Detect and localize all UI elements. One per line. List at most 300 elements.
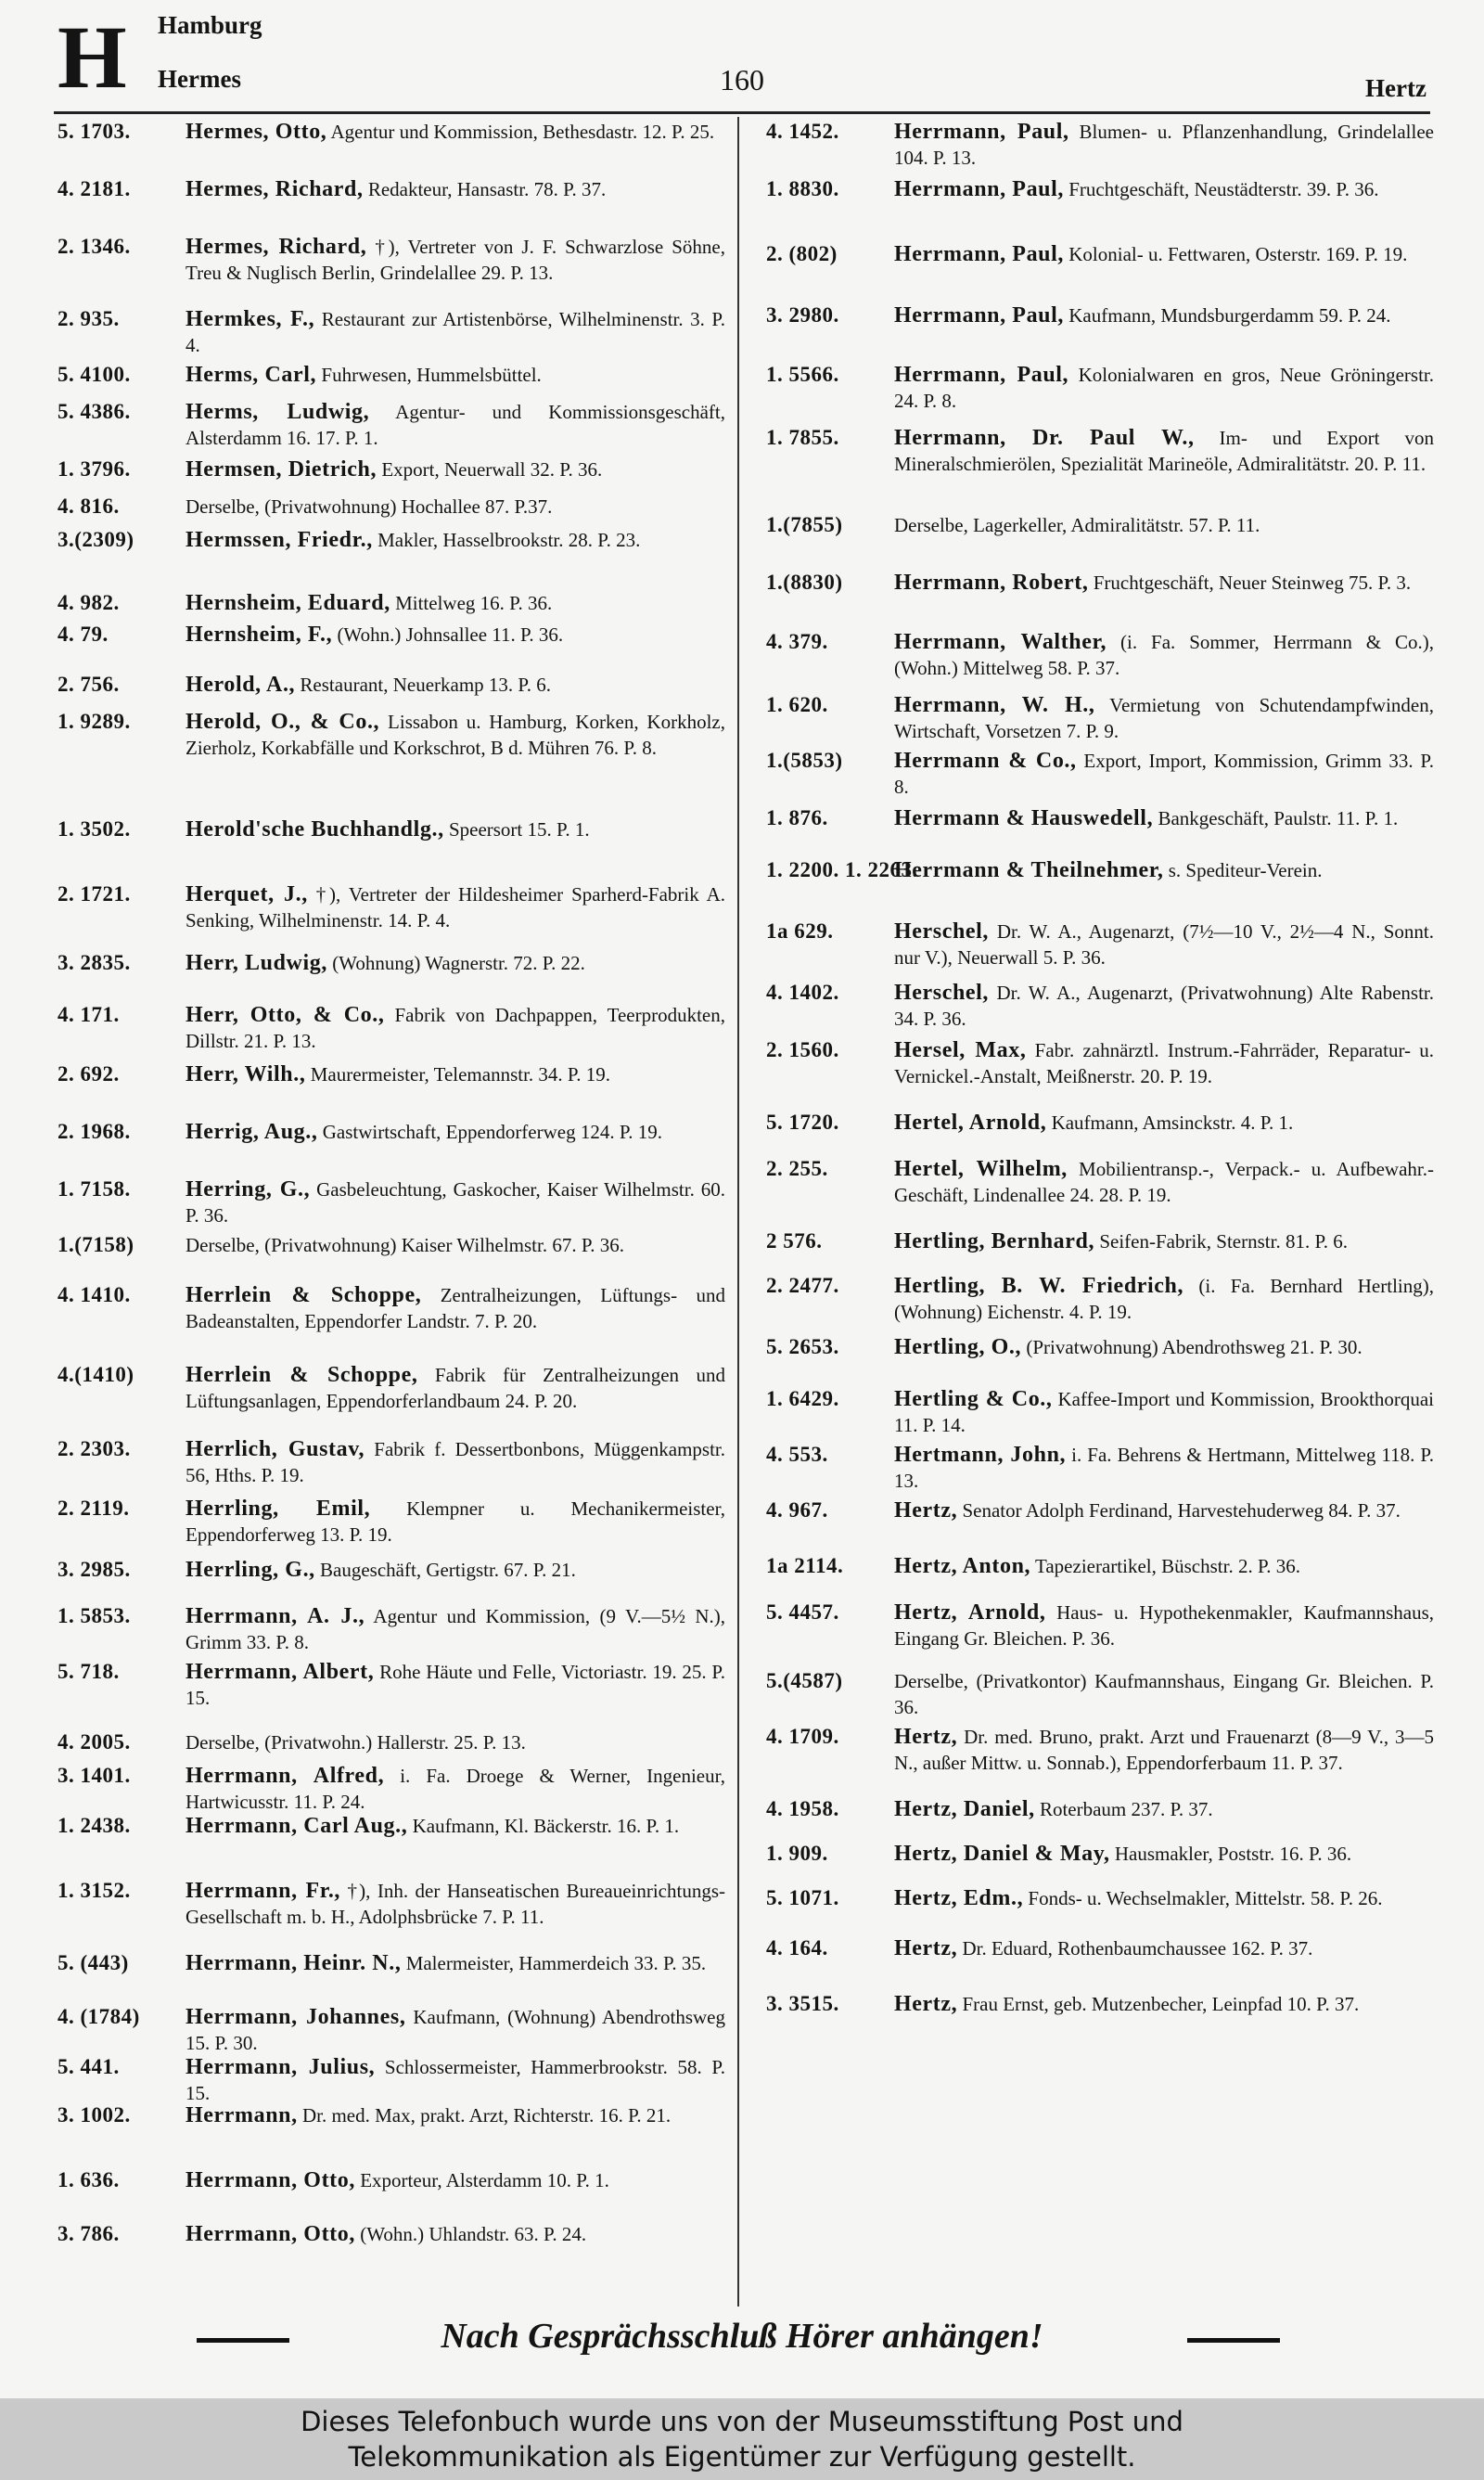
directory-entry [58, 672, 725, 698]
entry-details: Mittelweg 16. P. 36. [390, 592, 553, 614]
directory-entry [766, 1553, 1434, 1579]
directory-entry [58, 362, 725, 388]
entry-phone-number: 4. 967. [766, 1498, 828, 1522]
entry-phone-number: 1. 5566. [766, 363, 839, 386]
entry-name: Hertling, Bernhard, [894, 1229, 1095, 1253]
entry-phone-number: 3. 2985. [58, 1558, 131, 1581]
entry-name: Herrmann, Otto, [186, 2222, 355, 2246]
entry-text [894, 1037, 1434, 1089]
entry-name: Hertz, Edm., [894, 1886, 1024, 1910]
directory-entry [58, 881, 725, 933]
entry-details: Kaufmann, (Wohnung) Abendrothsweg 15. P. 30. [186, 2006, 725, 2054]
entry-details: Roterbaum 237. P. 37. [1034, 1798, 1213, 1820]
entry-details: Derselbe, (Privatwohnung) Hochallee 87. P.37. [186, 495, 553, 518]
entry-text [186, 119, 725, 145]
entry-details: Speersort 15. P. 1. [443, 818, 590, 841]
entry-text [186, 1362, 725, 1414]
entry-phone-number: 2 576. [766, 1229, 823, 1253]
entry-text [186, 1813, 725, 1839]
directory-entry [58, 119, 725, 145]
footer-notice: Nach Gesprächsschluß Hörer anhängen! [441, 2317, 1043, 2356]
entry-details: Dr. med. Bruno, prakt. Arzt und Frauenarzt (8—9 V., 3—5 N., außer Mittw. u. Sonnab.), Eppendorferbaum 11. P. 37. [894, 1726, 1434, 1774]
directory-entry [766, 119, 1434, 171]
entry-details: i. Fa. Behrens & Hertmann, Mittelweg 118. P. 13. [894, 1444, 1434, 1492]
entry-name: Herrmann, Fr., [186, 1879, 341, 1903]
entry-name: Hertz, [894, 1992, 958, 2016]
entry-text [894, 1668, 1434, 1720]
entry-details: Derselbe, (Privatkontor) Kaufmannshaus, Eingang Gr. Bleichen. P. 36. [894, 1670, 1434, 1718]
entry-text [186, 709, 725, 761]
directory-entry [58, 456, 725, 482]
entry-phone-number: 1. 5853. [58, 1604, 131, 1627]
header-last-entry: Hertz [1365, 74, 1426, 102]
directory-entry [58, 1232, 725, 1258]
directory-entry [58, 1282, 725, 1334]
entry-details: (i. Fa. Sommer, Herrmann & Co.), (Wohn.) Mittelweg 58. P. 37. [894, 631, 1434, 679]
entry-name: Herrlich, Gustav, [186, 1437, 365, 1461]
entry-name: Herr, Ludwig, [186, 951, 327, 975]
entry-phone-number: 5. 4100. [58, 363, 131, 386]
entry-name: Hermsen, Dietrich, [186, 457, 377, 482]
entry-text [186, 494, 725, 520]
entry-name: Herring, G., [186, 1177, 311, 1201]
entry-text [894, 919, 1434, 970]
entry-name: Hermssen, Friedr., [186, 528, 373, 552]
entry-details: Restaurant zur Artistenbörse, Wilhelminenstr. 3. P. 4. [186, 308, 725, 356]
directory-entry [58, 2004, 725, 2056]
entry-phone-number: 5. 1720. [766, 1111, 839, 1134]
entry-details: †), Vertreter von J. F. Schwarzlose Söhne, Treu & Nuglisch Berlin, Grindelallee 29. P. 13. [186, 236, 725, 284]
entry-name: Hermes, Richard, [186, 235, 367, 259]
entry-phone-number: 5. 718. [58, 1660, 120, 1683]
entry-phone-number: 3. 2980. [766, 303, 839, 327]
directory-entry [58, 399, 725, 451]
entry-name: Hertling, O., [894, 1335, 1022, 1359]
entry-details: Kolonial- u. Fettwaren, Osterstr. 169. P. 19. [1064, 243, 1408, 265]
entry-text [186, 2221, 725, 2247]
directory-entry [766, 1600, 1434, 1651]
entry-phone-number: 1. 876. [766, 806, 828, 829]
entry-details: Dr. W. A., Augenarzt, (7½—10 V., 2½—4 N., Sonnt. nur V.), Neuerwall 5. P. 36. [894, 920, 1434, 969]
directory-entry [58, 1176, 725, 1228]
directory-entry [58, 1659, 725, 1711]
entry-phone-number: 5. 441. [58, 2055, 120, 2078]
entry-phone-number: 1. 9289. [58, 710, 131, 733]
directory-entry [58, 2221, 725, 2247]
entry-details: Agentur- und Kommissionsgeschäft, Alsterdamm 16. 17. P. 1. [186, 401, 725, 449]
entry-name: Herms, Ludwig, [186, 400, 370, 424]
entry-text [186, 672, 725, 698]
entry-text [894, 1334, 1434, 1360]
entry-text [894, 748, 1434, 800]
entry-name: Herrmann, Paul, [894, 303, 1064, 328]
directory-entry [58, 234, 725, 286]
directory-entry [766, 302, 1434, 328]
entry-details: Fruchtgeschäft, Neuer Steinweg 75. P. 3. [1088, 572, 1412, 594]
directory-entry [58, 1436, 725, 1488]
directory-entry [58, 622, 725, 648]
directory-entry [766, 1796, 1434, 1822]
entry-phone-number: 1.(7158) [58, 1233, 134, 1256]
entry-details: †), Vertreter der Hildesheimer Sparherd-Fabrik A. Senking, Wilhelminenstr. 14. P. 4. [186, 883, 725, 932]
entry-details: Export, Neuerwall 32. P. 36. [377, 458, 603, 481]
entry-details: Gastwirtschaft, Eppendorferweg 124. P. 19. [317, 1121, 662, 1143]
entry-name: Herrmann, [186, 2103, 298, 2127]
entry-phone-number: 1a 2114. [766, 1554, 844, 1577]
entry-phone-number: 2. 1346. [58, 235, 131, 258]
entry-details: Derselbe, (Privatwohn.) Hallerstr. 25. P. 13. [186, 1731, 526, 1754]
entry-text [186, 2102, 725, 2128]
entry-text [894, 1991, 1434, 2017]
entry-details: Agentur und Kommission, Bethesdastr. 12. P. 25. [326, 121, 715, 143]
entry-text [186, 1557, 725, 1583]
entry-name: Herrmann, Paul, [894, 120, 1069, 144]
entry-phone-number: 4. 1958. [766, 1797, 839, 1820]
directory-entry [58, 2167, 725, 2193]
attribution-line-2: Telekommunikation als Eigentümer zur Verfügung gestellt. [348, 2441, 1136, 2473]
entry-text [186, 881, 725, 933]
attribution-band [0, 2398, 1484, 2480]
entry-details: i. Fa. Droege & Werner, Ingenieur, Hartwicusstr. 11. P. 24. [186, 1765, 725, 1813]
entry-phone-number: 5. 2653. [766, 1335, 839, 1358]
entry-text [894, 1841, 1434, 1867]
directory-entry [58, 2102, 725, 2128]
entry-name: Herr, Wilh., [186, 1062, 306, 1086]
entry-text [894, 302, 1434, 328]
entry-name: Herrig, Aug., [186, 1120, 318, 1144]
entry-phone-number: 1. 3502. [58, 817, 131, 841]
entry-details: Restaurant, Neuerkamp 13. P. 6. [295, 674, 552, 696]
entry-details: Fabrik von Dachpappen, Teerprodukten, Dillstr. 21. P. 13. [186, 1004, 725, 1052]
entry-phone-number: 1.(7855) [766, 513, 843, 536]
entry-text [186, 1496, 725, 1548]
entry-phone-number: 3. 3515. [766, 1992, 839, 2015]
entry-phone-number: 2. 2303. [58, 1437, 131, 1460]
entry-phone-number: 3. 786. [58, 2222, 120, 2245]
entry-text [186, 1282, 725, 1334]
entry-text [186, 234, 725, 286]
entry-name: Herrmann, Otto, [186, 2168, 355, 2192]
entry-name: Hermes, Richard, [186, 177, 364, 201]
entry-text [894, 1935, 1434, 1961]
entry-details: (Wohn.) Johnsallee 11. P. 36. [332, 623, 564, 646]
entry-text [894, 362, 1434, 414]
entry-details: Dr. W. A., Augenarzt, (Privatwohnung) Alte Rabenstr. 34. P. 36. [894, 982, 1434, 1030]
directory-entry [766, 1156, 1434, 1208]
entry-name: Herrling, Emil, [186, 1497, 371, 1521]
directory-entry [58, 590, 725, 616]
entry-text [894, 692, 1434, 744]
entry-name: Herms, Carl, [186, 363, 317, 387]
directory-entry [766, 512, 1434, 538]
entry-name: Herrmann & Co., [894, 749, 1077, 773]
entry-details: Kaufmann, Kl. Bäckerstr. 16. P. 1. [407, 1815, 680, 1837]
entry-phone-number: 1. 6429. [766, 1387, 839, 1410]
entry-phone-number: 4. 816. [58, 495, 120, 518]
entry-details: Baugeschäft, Gertigstr. 67. P. 21. [314, 1559, 576, 1581]
entry-name: Hernsheim, F., [186, 623, 333, 647]
entry-text [186, 1061, 725, 1087]
entry-phone-number: 2. 2477. [766, 1274, 839, 1297]
directory-entry [58, 1878, 725, 1930]
entry-name: Herrmann, Dr. Paul W., [894, 426, 1195, 450]
entry-phone-number: 2. 692. [58, 1062, 120, 1086]
entry-text [186, 1002, 725, 1054]
entry-phone-number: 4. 1410. [58, 1283, 131, 1306]
entry-name: Herrmann, Johannes, [186, 2005, 406, 2029]
entry-text [894, 1497, 1434, 1523]
entry-text [894, 1442, 1434, 1494]
entry-text [894, 570, 1434, 596]
directory-entry [766, 1334, 1434, 1360]
directory-entry [766, 748, 1434, 800]
entry-name: Herschel, [894, 981, 990, 1005]
entry-text [894, 1724, 1434, 1776]
entry-details: Fuhrwesen, Hummelsbüttel. [316, 364, 542, 386]
entry-details: Derselbe, Lagerkeller, Admiralitätstr. 57. P. 11. [894, 514, 1260, 536]
directory-entry [766, 176, 1434, 202]
entry-name: Hertmann, John, [894, 1443, 1067, 1467]
entry-name: Hertel, Wilhelm, [894, 1157, 1068, 1181]
entry-phone-number: 1.(5853) [766, 749, 843, 772]
entry-phone-number: 1. 2438. [58, 1814, 131, 1837]
entry-phone-number: 5. (443) [58, 1951, 129, 1974]
directory-entry [58, 306, 725, 358]
entry-phone-number: 5. 1703. [58, 120, 131, 143]
entry-name: Herrmann & Theilnehmer, [894, 858, 1164, 882]
entry-phone-number: 1.(8830) [766, 571, 843, 594]
entry-text [894, 1796, 1434, 1822]
entry-text [186, 362, 725, 388]
entry-text [186, 1729, 725, 1755]
entry-phone-number: 4. 2005. [58, 1730, 131, 1754]
entry-details: Makler, Hasselbrookstr. 28. P. 23. [372, 529, 641, 551]
entry-phone-number: 2. 2119. [58, 1497, 130, 1520]
entry-details: Fruchtgeschäft, Neustädterstr. 39. P. 36. [1064, 178, 1379, 200]
entry-text [186, 1763, 725, 1815]
entry-phone-number: 4. 982. [58, 591, 120, 614]
entry-details: Dr. med. Max, prakt. Arzt, Richterstr. 16. P. 21. [297, 2104, 672, 2127]
entry-details: Frau Ernst, geb. Mutzenbecher, Leinpfad 10. P. 37. [957, 1993, 1360, 2015]
directory-entry [58, 1362, 725, 1414]
entry-text [894, 805, 1434, 831]
directory-entry [766, 805, 1434, 831]
entry-text [894, 512, 1434, 538]
entry-phone-number: 5. 4457. [766, 1600, 839, 1624]
entry-details: Gasbeleuchtung, Gaskocher, Kaiser Wilhelmstr. 60. P. 36. [186, 1178, 726, 1227]
entry-phone-number: 4. 1452. [766, 120, 839, 143]
entry-phone-number: 1. 620. [766, 693, 828, 716]
directory-entry [58, 527, 725, 553]
directory-entry [766, 1841, 1434, 1867]
entry-text [894, 857, 1434, 883]
directory-entry [766, 570, 1434, 596]
directory-entry [766, 1386, 1434, 1438]
entry-details: Malermeister, Hammerdeich 33. P. 35. [401, 1952, 707, 1974]
header-range-start: Hamburg [158, 11, 262, 39]
entry-text [894, 176, 1434, 202]
entry-details: Senator Adolph Ferdinand, Harvestehuderweg 84. P. 37. [957, 1499, 1401, 1522]
entry-phone-number: 2. 1560. [766, 1038, 839, 1061]
entry-text [186, 1603, 725, 1655]
entry-details: Mobilientransp.-, Verpack.- u. Aufbewahr.-Geschäft, Lindenallee 24. 28. P. 19. [894, 1158, 1434, 1206]
entry-details: Klempner u. Mechanikermeister, Eppendorferweg 13. P. 19. [186, 1497, 725, 1546]
entry-name: Hernsheim, Eduard, [186, 591, 390, 615]
entry-text [894, 1228, 1434, 1254]
entry-phone-number: 1. 2200. 1. 2263. [766, 858, 918, 881]
directory-entry [766, 1991, 1434, 2017]
entry-text [186, 2004, 725, 2056]
entry-name: Herold, A., [186, 673, 296, 697]
directory-entry [766, 919, 1434, 970]
directory-entry [766, 362, 1434, 414]
directory-entry [58, 1061, 725, 1087]
entry-name: Hersel, Max, [894, 1038, 1027, 1062]
entry-phone-number: 3. 2835. [58, 951, 131, 974]
directory-entry [58, 494, 725, 520]
entry-phone-number: 1. 7158. [58, 1177, 131, 1201]
entry-name: Herr, Otto, & Co., [186, 1003, 385, 1027]
entry-name: Herrmann, Julius, [186, 2055, 376, 2079]
entry-name: Hertling, B. W. Friedrich, [894, 1274, 1184, 1298]
entry-name: Herquet, J., [186, 882, 308, 906]
directory-entry [58, 2054, 725, 2106]
header-divider [54, 111, 1430, 114]
entry-details: (Privatwohnung) Abendrothsweg 21. P. 30. [1021, 1336, 1362, 1358]
entry-details: Bankgeschäft, Paulstr. 11. P. 1. [1153, 807, 1399, 829]
entry-text [186, 306, 725, 358]
section-letter: H [58, 7, 127, 107]
entry-name: Herrmann, Albert, [186, 1660, 375, 1684]
entry-text [186, 1659, 725, 1711]
entry-phone-number: 1a 629. [766, 919, 834, 943]
entry-phone-number: 1. 8830. [766, 177, 839, 200]
entry-details: Im- und Export von Mineralschmierölen, Spezialität Marineöle, Admiralitätstr. 20. P. 11. [894, 427, 1434, 475]
directory-entry [766, 425, 1434, 477]
entry-phone-number: 1. 636. [58, 2168, 120, 2191]
entry-name: Herrmann, Paul, [894, 363, 1069, 387]
directory-entry [766, 1442, 1434, 1494]
entry-text [894, 1273, 1434, 1325]
entry-details: Fonds- u. Wechselmakler, Mittelstr. 58. P. 26. [1023, 1887, 1383, 1909]
entry-text [186, 1176, 725, 1228]
entry-details: Lissabon u. Hamburg, Korken, Korkholz, Zierholz, Korkabfälle und Korkschrot, B d. Mühren 76. P. 8. [186, 711, 725, 759]
entry-text [894, 241, 1434, 267]
entry-details: Agentur und Kommission, (9 V.—5½ N.), Grimm 33. P. 8. [186, 1605, 726, 1653]
footer-rule-left [197, 2338, 289, 2343]
entry-text [186, 1950, 725, 1976]
entry-details: Derselbe, (Privatwohnung) Kaiser Wilhelmstr. 67. P. 36. [186, 1234, 624, 1256]
entry-phone-number: 1. 7855. [766, 426, 839, 449]
entry-name: Herrlein & Schoppe, [186, 1363, 418, 1387]
attribution-line-1: Dieses Telefonbuch wurde uns von der Museumsstiftung Post und [301, 2406, 1183, 2437]
entry-text [186, 1119, 725, 1145]
entry-phone-number: 4. 171. [58, 1003, 120, 1026]
entry-phone-number: 2. (802) [766, 242, 838, 265]
entry-phone-number: 2. 1968. [58, 1120, 131, 1143]
entry-name: Herrmann, Robert, [894, 571, 1089, 595]
entry-phone-number: 2. 756. [58, 673, 120, 696]
entry-text [186, 456, 725, 482]
directory-entry [766, 1110, 1434, 1136]
entry-name: Herrmann, Alfred, [186, 1764, 385, 1788]
entry-phone-number: 4. 379. [766, 630, 828, 653]
entry-text [894, 425, 1434, 477]
entry-phone-number: 2. 255. [766, 1157, 828, 1180]
entry-phone-number: 5. 4386. [58, 400, 131, 423]
column-divider [737, 117, 739, 2307]
entry-phone-number: 1. 3796. [58, 457, 131, 481]
entry-text [186, 2167, 725, 2193]
entry-phone-number: 4. 1402. [766, 981, 839, 1004]
entry-text [186, 622, 725, 648]
directory-entry [766, 1037, 1434, 1089]
entry-name: Herold, O., & Co., [186, 710, 380, 734]
entry-name: Herrmann, Carl Aug., [186, 1814, 408, 1838]
entry-text [894, 1110, 1434, 1136]
entry-details: †), Inh. der Hanseatischen Bureaueinrichtungs-Gesellschaft m. b. H., Adolphsbrücke 7. P. 11. [186, 1880, 726, 1928]
entry-phone-number: 4. 1709. [766, 1725, 839, 1748]
entry-details: Maurermeister, Telemannstr. 34. P. 19. [305, 1063, 611, 1086]
entry-text [186, 527, 725, 553]
entry-name: Hermkes, F., [186, 307, 315, 331]
entry-details: Redakteur, Hansastr. 78. P. 37. [363, 178, 607, 200]
directory-entry [766, 1885, 1434, 1911]
directory-entry [766, 1724, 1434, 1776]
directory-entry [58, 816, 725, 842]
entry-details: Hausmakler, Poststr. 16. P. 36. [1109, 1843, 1352, 1865]
entry-name: Hertz, Arnold, [894, 1600, 1046, 1625]
entry-name: Herrling, G., [186, 1558, 315, 1582]
entry-phone-number: 4. (1784) [58, 2005, 140, 2028]
entry-details: (Wohnung) Wagnerstr. 72. P. 22. [326, 952, 585, 974]
entry-name: Hertz, Daniel & May, [894, 1842, 1110, 1866]
directory-entry [766, 1273, 1434, 1325]
entry-name: Hermes, Otto, [186, 120, 327, 144]
entry-phone-number: 5.(4587) [766, 1669, 843, 1692]
directory-entry [58, 1603, 725, 1655]
directory-entry [58, 1729, 725, 1755]
entry-text [186, 1436, 725, 1488]
entry-details: s. Spediteur-Verein. [1163, 859, 1323, 881]
entry-details: Schlossermeister, Hammerbrookstr. 58. P. 15. [186, 2056, 725, 2104]
entry-details: Zentralheizungen, Lüftungs- und Badeanstalten, Eppendorfer Landstr. 7. P. 20. [186, 1284, 725, 1332]
entry-phone-number: 1. 909. [766, 1842, 828, 1865]
entry-text [894, 1600, 1434, 1651]
entry-details: Kolonialwaren en gros, Neue Gröningerstr. 24. P. 8. [894, 364, 1435, 412]
directory-entry [766, 1935, 1434, 1961]
directory-entry [58, 1813, 725, 1839]
entry-phone-number: 4. 79. [58, 623, 109, 646]
entry-name: Hertz, [894, 1498, 958, 1523]
header-range-end: Hermes [158, 65, 241, 93]
entry-text [186, 2054, 725, 2106]
directory-entry [58, 1496, 725, 1548]
directory-entry [766, 241, 1434, 267]
entry-phone-number: 4. 2181. [58, 177, 131, 200]
entry-text [894, 629, 1434, 681]
entry-name: Hertel, Arnold, [894, 1111, 1047, 1135]
entry-phone-number: 4.(1410) [58, 1363, 134, 1386]
entry-name: Hertling & Co., [894, 1387, 1053, 1411]
entry-name: Herrmann & Hauswedell, [894, 806, 1154, 830]
entry-phone-number: 1. 3152. [58, 1879, 131, 1902]
directory-entry [766, 980, 1434, 1032]
entry-text [894, 1386, 1434, 1438]
entry-text [186, 950, 725, 976]
entry-name: Herrlein & Schoppe, [186, 1283, 422, 1307]
entry-name: Hertz, [894, 1725, 958, 1749]
